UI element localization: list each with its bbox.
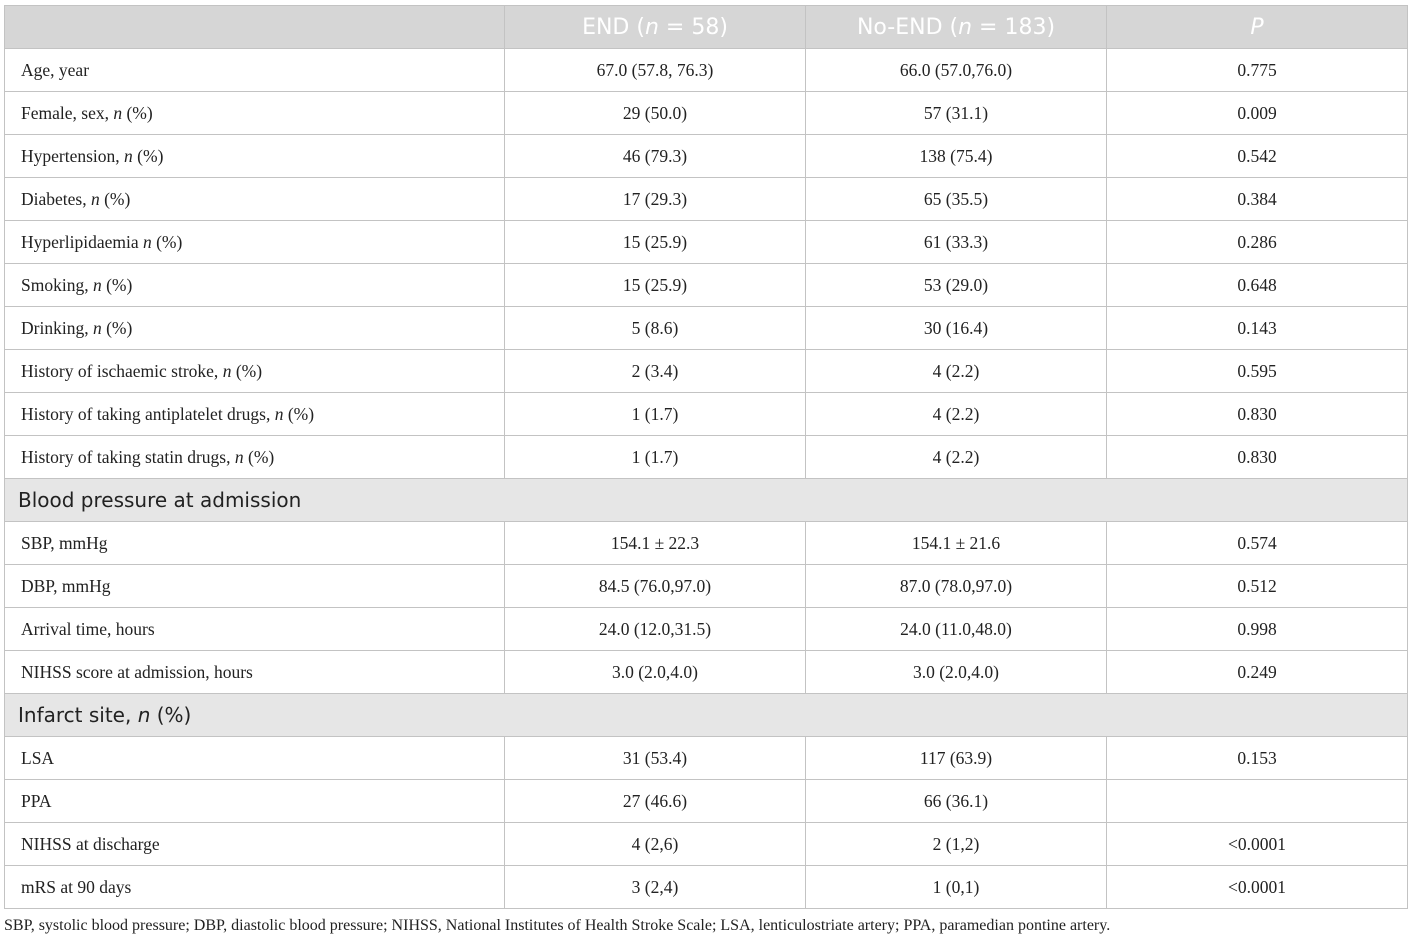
end-value: 3 (2,4) [505, 866, 806, 909]
table-row [5, 780, 1408, 823]
table-row [5, 221, 1408, 264]
row-label: mRS at 90 days [5, 866, 505, 909]
table-footnote: SBP, systolic blood pressure; DBP, diastolic blood pressure; NIHSS, National Institutes of Health Stroke Scale; LSA, lenticulostriate artery; PPA, paramedian pontine artery. [4, 917, 1111, 934]
end-value: 84.5 (76.0,97.0) [505, 565, 806, 608]
no-end-value: 57 (31.1) [806, 92, 1107, 135]
no-end-value: 2 (1,2) [806, 823, 1107, 866]
end-value: 15 (25.9) [505, 264, 806, 307]
section-infarct-site: Infarct site, n (%) [5, 694, 1408, 737]
table-row [5, 92, 1408, 135]
p-value [1107, 780, 1408, 823]
no-end-value: 30 (16.4) [806, 307, 1107, 350]
end-value: 1 (1.7) [505, 393, 806, 436]
row-label: PPA [5, 780, 505, 823]
row-label: Arrival time, hours [5, 608, 505, 651]
row-label: Diabetes, n (%) [5, 178, 505, 221]
header-p-value: P [1107, 6, 1408, 49]
row-label: NIHSS score at admission, hours [5, 651, 505, 694]
no-end-value: 154.1 ± 21.6 [806, 522, 1107, 565]
end-value: 29 (50.0) [505, 92, 806, 135]
table-row [5, 49, 1408, 92]
end-value: 15 (25.9) [505, 221, 806, 264]
no-end-value: 53 (29.0) [806, 264, 1107, 307]
section-row [5, 479, 1408, 522]
end-value: 31 (53.4) [505, 737, 806, 780]
end-value: 46 (79.3) [505, 135, 806, 178]
section-blood-pressure: Blood pressure at admission [5, 479, 1408, 522]
no-end-value: 117 (63.9) [806, 737, 1107, 780]
no-end-value: 4 (2.2) [806, 393, 1107, 436]
p-value: 0.998 [1107, 608, 1408, 651]
row-label: History of taking antiplatelet drugs, n (%) [5, 393, 505, 436]
table-row [5, 522, 1408, 565]
no-end-value: 87.0 (78.0,97.0) [806, 565, 1107, 608]
table-row [5, 608, 1408, 651]
table-row [5, 565, 1408, 608]
table-row [5, 737, 1408, 780]
p-value: <0.0001 [1107, 866, 1408, 909]
no-end-value: 61 (33.3) [806, 221, 1107, 264]
row-label: History of taking statin drugs, n (%) [5, 436, 505, 479]
table-row [5, 307, 1408, 350]
no-end-value: 138 (75.4) [806, 135, 1107, 178]
p-value: 0.384 [1107, 178, 1408, 221]
table-row [5, 651, 1408, 694]
row-label: Hyperlipidaemia n (%) [5, 221, 505, 264]
no-end-value: 65 (35.5) [806, 178, 1107, 221]
row-label: SBP, mmHg [5, 522, 505, 565]
p-value: 0.574 [1107, 522, 1408, 565]
table-body [5, 49, 1408, 909]
p-value: 0.775 [1107, 49, 1408, 92]
p-value: <0.0001 [1107, 823, 1408, 866]
row-label: Smoking, n (%) [5, 264, 505, 307]
no-end-value: 66 (36.1) [806, 780, 1107, 823]
row-label: NIHSS at discharge [5, 823, 505, 866]
row-label: History of ischaemic stroke, n (%) [5, 350, 505, 393]
end-value: 154.1 ± 22.3 [505, 522, 806, 565]
row-label: Drinking, n (%) [5, 307, 505, 350]
no-end-value: 24.0 (11.0,48.0) [806, 608, 1107, 651]
table-row [5, 135, 1408, 178]
header-blank-cell [5, 6, 505, 49]
table-header-row [5, 6, 1408, 49]
p-value: 0.830 [1107, 393, 1408, 436]
p-value: 0.009 [1107, 92, 1408, 135]
p-value: 0.648 [1107, 264, 1408, 307]
no-end-value: 66.0 (57.0,76.0) [806, 49, 1107, 92]
no-end-value: 4 (2.2) [806, 350, 1107, 393]
p-value: 0.153 [1107, 737, 1408, 780]
baseline-characteristics-table [4, 5, 1408, 909]
end-value: 24.0 (12.0,31.5) [505, 608, 806, 651]
end-value: 67.0 (57.8, 76.3) [505, 49, 806, 92]
end-value: 1 (1.7) [505, 436, 806, 479]
no-end-value: 4 (2.2) [806, 436, 1107, 479]
end-value: 2 (3.4) [505, 350, 806, 393]
row-label: Hypertension, n (%) [5, 135, 505, 178]
table-row [5, 264, 1408, 307]
table-row [5, 350, 1408, 393]
p-value: 0.143 [1107, 307, 1408, 350]
section-row [5, 694, 1408, 737]
end-value: 17 (29.3) [505, 178, 806, 221]
p-value: 0.249 [1107, 651, 1408, 694]
p-value: 0.512 [1107, 565, 1408, 608]
header-end: END (n = 58) [505, 6, 806, 49]
row-label: Age, year [5, 49, 505, 92]
no-end-value: 1 (0,1) [806, 866, 1107, 909]
table-row [5, 823, 1408, 866]
table-row [5, 393, 1408, 436]
no-end-value: 3.0 (2.0,4.0) [806, 651, 1107, 694]
end-value: 3.0 (2.0,4.0) [505, 651, 806, 694]
p-value: 0.595 [1107, 350, 1408, 393]
p-value: 0.286 [1107, 221, 1408, 264]
table-row [5, 866, 1408, 909]
row-label: LSA [5, 737, 505, 780]
row-label: DBP, mmHg [5, 565, 505, 608]
p-value: 0.542 [1107, 135, 1408, 178]
header-no-end: No-END (n = 183) [806, 6, 1107, 49]
end-value: 5 (8.6) [505, 307, 806, 350]
end-value: 4 (2,6) [505, 823, 806, 866]
table-row [5, 178, 1408, 221]
p-value: 0.830 [1107, 436, 1408, 479]
row-label: Female, sex, n (%) [5, 92, 505, 135]
table-row [5, 436, 1408, 479]
end-value: 27 (46.6) [505, 780, 806, 823]
